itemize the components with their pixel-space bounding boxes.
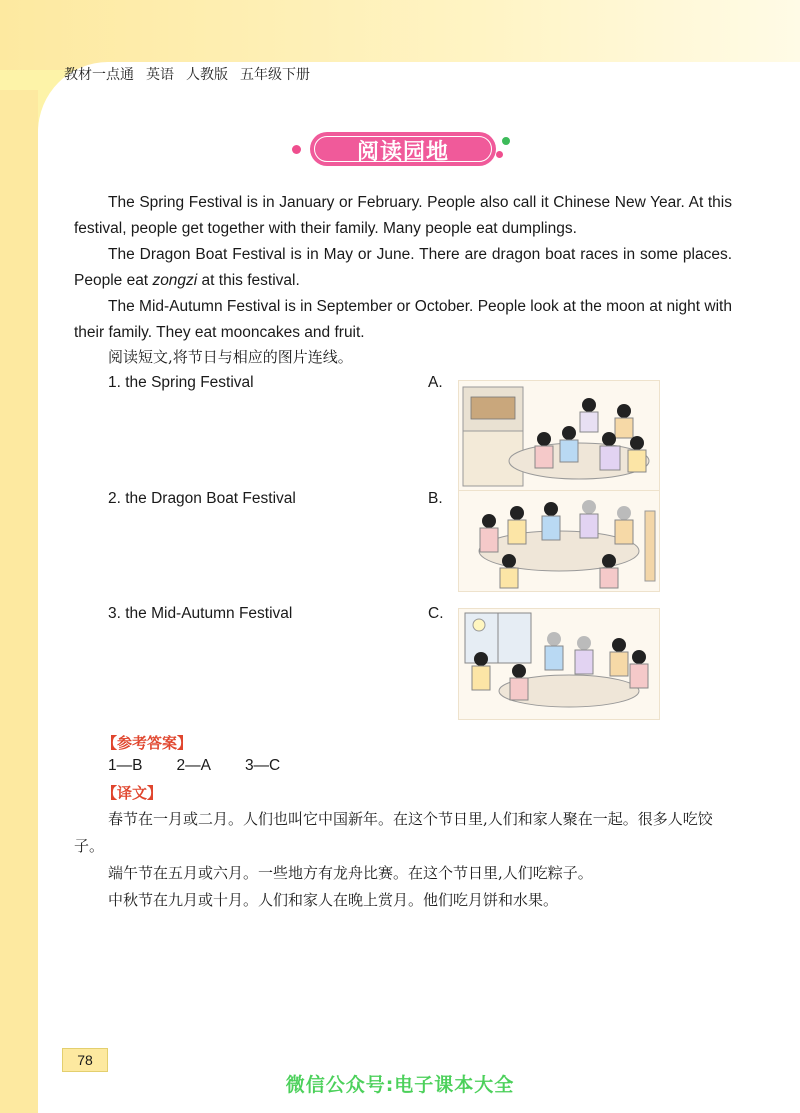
top-band (0, 0, 800, 70)
translation-paragraph-3: 中秋节在九月或十月。人们和家人在晚上赏月。他们吃月饼和水果。 (108, 891, 559, 909)
passage-paragraph-mid-autumn: The Mid-Autumn Festival is in September or October. People look at the moon at night with their family. They eat mooncakes and fruit. (74, 298, 732, 341)
match-letter-b: B. (428, 490, 443, 507)
passage-text: at this festival. (197, 272, 300, 289)
translation-paragraph-1: 春节在一月或二月。人们也叫它中国新年。在这个节日里,人们和家人聚在一起。很多人吃饺子。 (74, 810, 713, 855)
running-header (64, 64, 322, 84)
watermark: 微信公众号:电子课本大全 (285, 1074, 515, 1096)
match-item-2: 2. the Dragon Boat Festival (108, 490, 296, 507)
exercise-instruction: 阅读短文,将节日与相应的图片连线。 (108, 348, 353, 366)
header-edition: 人教版 (186, 67, 228, 83)
match-letter-c: C. (428, 605, 444, 622)
answer-1: 1—B (108, 757, 143, 774)
passage-italic-word: zongzi (152, 272, 198, 289)
translation-text (74, 806, 742, 914)
decor-dot-icon (496, 151, 503, 158)
passage-paragraph-dragon-boat (74, 242, 732, 294)
family-dinner-illustration-icon (459, 381, 659, 491)
left-margin-strip (0, 90, 38, 1113)
translation-heading: 【译文】 (102, 784, 163, 802)
picture-a-family-dinner (458, 380, 660, 492)
answer-key-heading: 【参考答案】 (102, 734, 193, 752)
picture-c-moon-viewing (458, 608, 660, 720)
family-meal-illustration-icon (459, 491, 659, 591)
match-letter-a: A. (428, 374, 443, 391)
picture-b-family-meal (458, 490, 660, 592)
header-book: 教材一点通 (64, 67, 134, 83)
section-title: 阅读园地 (356, 140, 449, 165)
decor-dot-icon (502, 137, 510, 145)
passage-text: The Dragon Boat Festival is in May or June. There are dragon boat races in some places. People eat (74, 246, 732, 289)
answer-2: 2—A (176, 757, 211, 774)
reading-passage (74, 190, 732, 346)
answer-3: 3—C (244, 757, 281, 774)
header-grade: 五年级下册 (240, 67, 310, 83)
translation-paragraph-2: 端午节在五月或六月。一些地方有龙舟比赛。在这个节日里,人们吃粽子。 (108, 864, 593, 882)
moon-viewing-illustration-icon (459, 609, 659, 719)
section-title-banner (292, 132, 512, 166)
passage-paragraph-spring: The Spring Festival is in January or February. People also call it Chinese New Year. At this festival, people get together with their family. Many people eat dumplings. (74, 194, 732, 237)
answer-key (108, 757, 314, 775)
match-item-3: 3. the Mid-Autumn Festival (108, 605, 293, 622)
header-subject: 英语 (146, 67, 174, 83)
page-number: 78 (62, 1048, 108, 1072)
match-item-1: 1. the Spring Festival (108, 374, 254, 391)
